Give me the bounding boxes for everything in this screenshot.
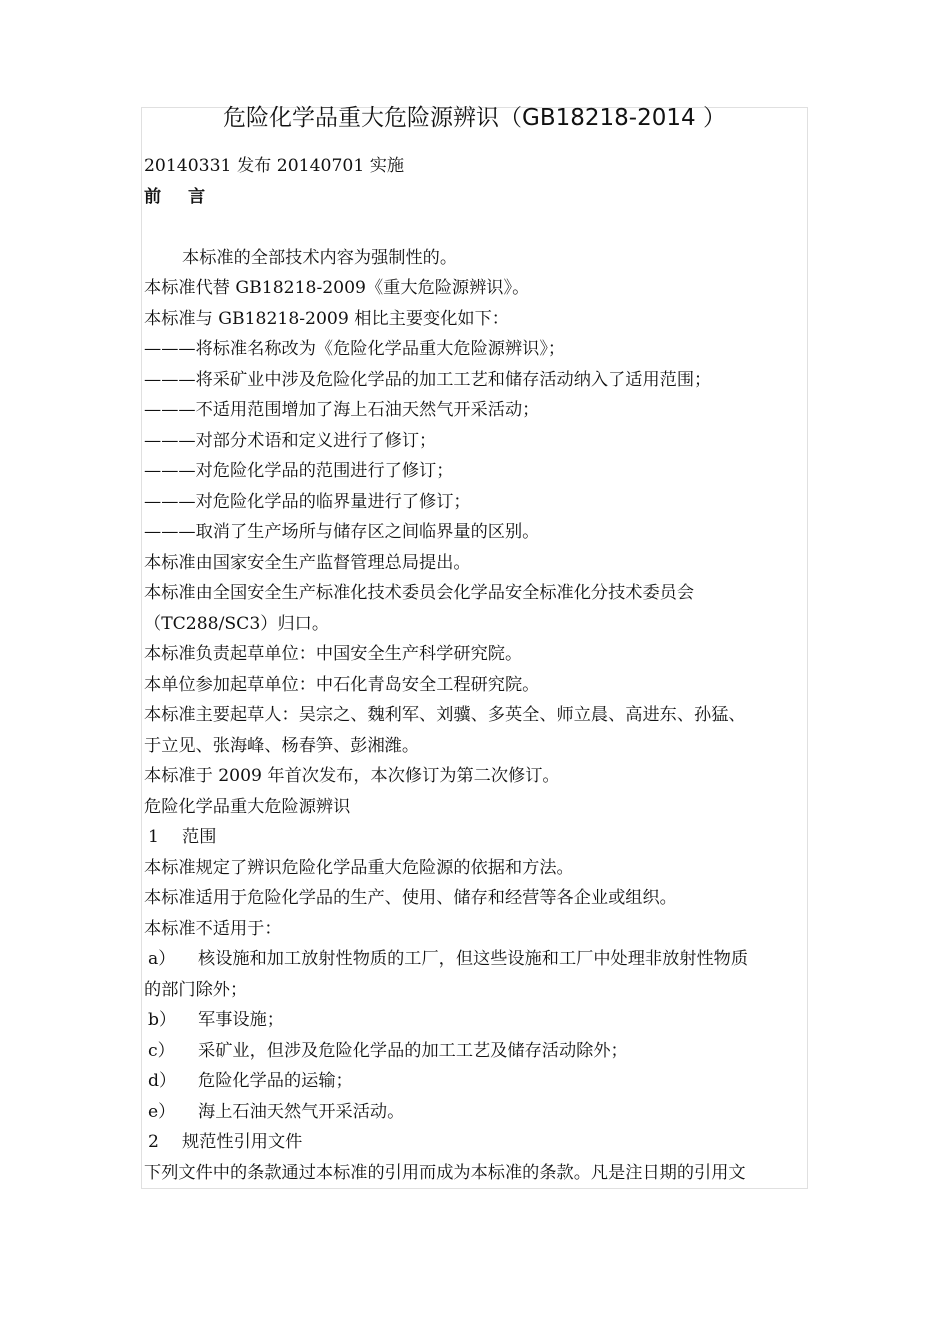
preface-heading — [144, 182, 810, 213]
document-title: 危险化学品重大危险源辨识（GB18218-2014 ） — [223, 105, 726, 131]
list-text: 海上石油天然气开采活动。 — [198, 1101, 405, 1122]
paragraph-continued: 于立见、张海峰、杨春笋、彭湘潍。 — [144, 735, 420, 756]
list-label: e） — [148, 1101, 176, 1122]
change-item: ———对危险化学品的临界量进行了修订； — [144, 491, 471, 512]
list-text: 采矿业，但涉及危险化学品的加工工艺及储存活动除外； — [198, 1040, 628, 1061]
change-item: ———将采矿业中涉及危险化学品的加工工艺和储存活动纳入了适用范围； — [144, 369, 712, 390]
list-item — [144, 1036, 810, 1067]
change-item: ———对部分术语和定义进行了修订； — [144, 430, 437, 451]
paragraph: 本标准不适用于： — [144, 918, 282, 939]
paragraph: 本标准规定了辨识危险化学品重大危险源的依据和方法。 — [144, 857, 574, 878]
paragraph: 本标准于 2009 年首次发布，本次修订为第二次修订。 — [144, 766, 560, 786]
list-item — [144, 1066, 810, 1097]
standard-title: 危险化学品重大危险源辨识 — [144, 796, 351, 817]
blank-line — [144, 212, 810, 243]
list-label: b） — [148, 1010, 177, 1030]
change-item: ———不适用范围增加了海上石油天然气开采活动； — [144, 400, 540, 420]
paragraph: 本单位参加起草单位：中石化青岛安全工程研究院。 — [144, 674, 540, 695]
paragraph: 下列文件中的条款通过本标准的引用而成为本标准的条款。凡是注日期的引用文 — [144, 1162, 746, 1183]
change-item: ———对危险化学品的范围进行了修订； — [144, 461, 454, 481]
section-title: 规范性引用文件 — [182, 1132, 303, 1152]
list-text: 军事设施； — [198, 1010, 284, 1030]
preface-char-2: 言 — [188, 186, 206, 207]
paragraph: 本标准主要起草人：吴宗之、魏利军、刘骥、多英全、师立晨、高进东、孙猛、 — [144, 705, 746, 725]
list-text: 危险化学品的运输； — [198, 1071, 353, 1091]
list-item — [144, 1097, 810, 1128]
paragraph: 本标准代替 GB18218-2009《重大危险源辨识》。 — [144, 278, 530, 298]
publish-dates: 20140331 发布 20140701 实施 — [144, 156, 405, 176]
section-title: 范围 — [182, 827, 217, 847]
paragraph: 本标准适用于危险化学品的生产、使用、储存和经营等各企业或组织。 — [144, 888, 677, 908]
list-item-continued: 的部门除外； — [144, 979, 248, 1000]
document-body — [144, 151, 810, 1188]
list-item — [144, 1005, 810, 1036]
list-item — [144, 944, 810, 975]
change-item: ———取消了生产场所与储存区之间临界量的区别。 — [144, 522, 540, 542]
section-heading-1 — [144, 822, 810, 853]
paragraph: 本标准由全国安全生产标准化技术委员会化学品安全标准化分技术委员会 — [144, 583, 695, 603]
paragraph: 本标准由国家安全生产监督管理总局提出。 — [144, 552, 471, 573]
list-label: a） — [148, 949, 176, 969]
list-label: d） — [148, 1071, 177, 1091]
paragraph: 本标准与 GB18218-2009 相比主要变化如下： — [144, 308, 509, 329]
change-item: ———将标准名称改为《危险化学品重大危险源辨识》； — [144, 339, 566, 359]
section-number: 2 — [148, 1132, 159, 1152]
list-text: 核设施和加工放射性物质的工厂，但这些设施和工厂中处理非放射性物质 — [198, 949, 749, 969]
list-label: c） — [148, 1040, 175, 1061]
preface-char-1: 前 — [144, 186, 162, 207]
section-number: 1 — [148, 827, 159, 847]
section-heading-2 — [144, 1127, 810, 1158]
paragraph: 本标准负责起草单位：中国安全生产科学研究院。 — [144, 644, 523, 664]
paragraph: 本标准的全部技术内容为强制性的。 — [182, 247, 458, 268]
paragraph-continued: （TC288/SC3）归口。 — [144, 613, 330, 634]
